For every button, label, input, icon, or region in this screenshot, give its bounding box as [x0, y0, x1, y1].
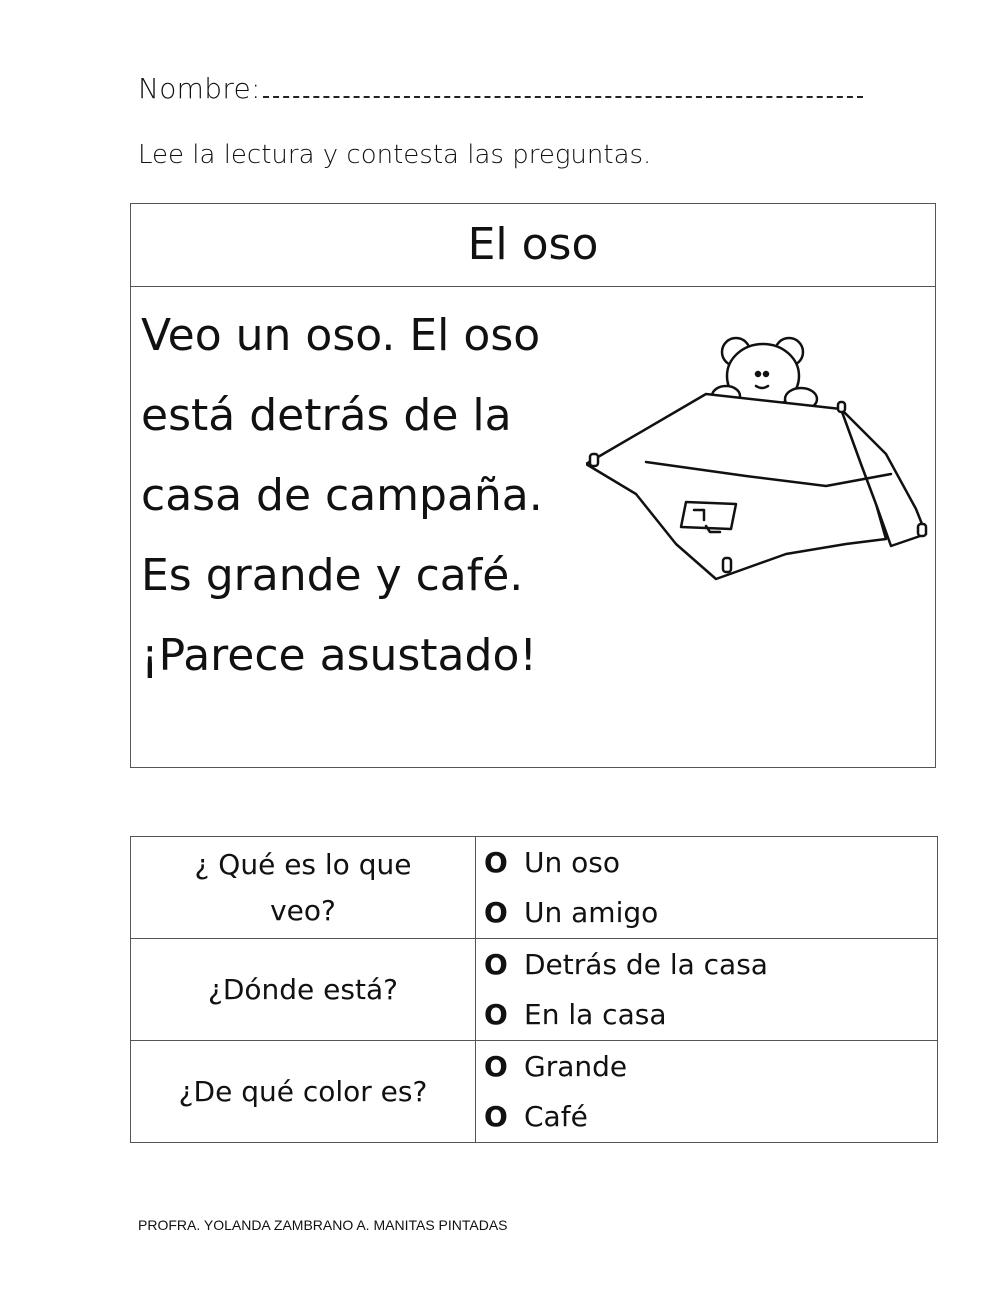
questions-table [130, 836, 938, 1143]
question-text: ¿Dónde está? [207, 972, 398, 1006]
option-label: Un oso [524, 845, 620, 879]
question-row [131, 939, 938, 1041]
name-label: Nombre: [138, 72, 261, 105]
name-field[interactable] [138, 72, 863, 105]
option-circle-icon[interactable]: O [484, 997, 508, 1031]
reading-line: Veo un oso. El oso [141, 310, 541, 361]
option-label: Un amigo [524, 895, 659, 929]
option-label: Grande [524, 1049, 628, 1083]
answer-option[interactable] [484, 990, 937, 1040]
question-text: ¿ Qué es lo que [194, 847, 412, 881]
reading-text [141, 296, 543, 696]
bear-tent-illustration [586, 314, 956, 634]
reading-box [130, 203, 936, 768]
options-cell [476, 939, 938, 1041]
option-circle-icon[interactable]: O [484, 845, 508, 879]
option-circle-icon[interactable]: O [484, 895, 508, 929]
question-cell [131, 1041, 476, 1143]
answer-option[interactable] [484, 1042, 937, 1092]
option-label: Detrás de la casa [524, 947, 768, 981]
question-text: veo? [270, 893, 336, 927]
reading-title: El oso [131, 204, 935, 287]
reading-line: está detrás de la [141, 390, 512, 441]
question-cell [131, 837, 476, 939]
question-row [131, 1041, 938, 1143]
option-label: Café [524, 1099, 588, 1133]
reading-line: ¡Parece asustado! [141, 630, 537, 681]
answer-option[interactable] [484, 1092, 937, 1142]
question-cell [131, 939, 476, 1041]
tent-window [681, 502, 736, 529]
option-circle-icon[interactable]: O [484, 1049, 508, 1083]
option-label: En la casa [524, 997, 667, 1031]
answer-option[interactable] [484, 888, 937, 938]
answer-option[interactable] [484, 940, 937, 990]
footer-credit: PROFRA. YOLANDA ZAMBRANO A. MANITAS PINTADAS [138, 1217, 508, 1233]
reading-line: casa de campaña. [141, 470, 543, 521]
instructions: Lee la lectura y contesta las preguntas. [138, 140, 652, 170]
options-cell [476, 1041, 938, 1143]
reading-line: Es grande y café. [141, 550, 524, 601]
name-blank-line[interactable] [263, 76, 863, 98]
question-row [131, 837, 938, 939]
tent-front [586, 394, 886, 579]
answer-option[interactable] [484, 838, 937, 888]
option-circle-icon[interactable]: O [484, 1099, 508, 1133]
option-circle-icon[interactable]: O [484, 947, 508, 981]
options-cell [476, 837, 938, 939]
question-text: ¿De qué color es? [178, 1074, 428, 1108]
